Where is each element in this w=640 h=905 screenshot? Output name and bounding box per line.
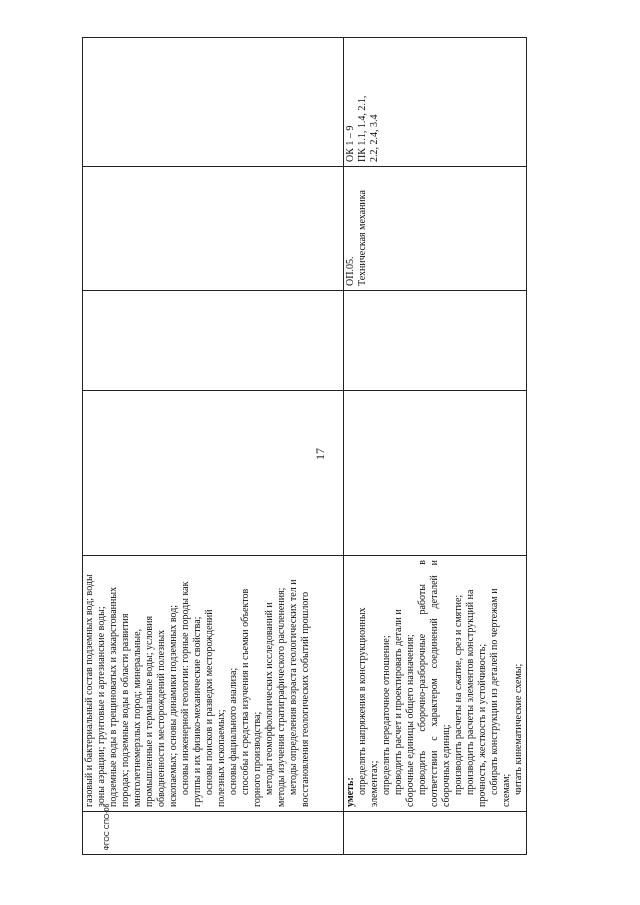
competencies-cell xyxy=(344,38,527,167)
professional-competencies-cont: 2.2, 2.4, 3.4 xyxy=(369,114,380,162)
text-line: основы поисков и разведки месторождений xyxy=(204,609,215,795)
text-line: проводить расчет и проектировать детали и xyxy=(393,609,404,795)
text-line: способы и средства изучения и съемки объектов xyxy=(240,588,251,795)
text-line: соответствии с характером соединений деталей и xyxy=(429,560,440,807)
text-line: промышленные и термальные воды; условия xyxy=(144,615,155,807)
page-number: 17 xyxy=(313,448,327,460)
footer-code: ФГОС СПО-06 xyxy=(104,803,111,851)
index-cell xyxy=(83,812,344,855)
text-line: основы инженерной геологии: горные породы как xyxy=(180,581,191,795)
general-competencies: ОК 1 – 9 xyxy=(345,125,356,162)
text-line: читать кинематические схемы; xyxy=(513,663,524,795)
text-line: многолетнемерзлых пород; минеральные, xyxy=(132,628,143,807)
hours-max-cell xyxy=(83,391,344,556)
discipline-name: Техническая механика xyxy=(357,190,368,286)
text-line: производить расчеты на сжатие, срез и смятие; xyxy=(453,594,464,795)
text-line: прочность, жесткость и устойчивость; xyxy=(477,643,488,807)
knowledge-list xyxy=(84,560,312,807)
skills-list xyxy=(357,560,525,807)
skills-cell xyxy=(344,556,527,812)
text-line: производить расчеты элементов конструкций на xyxy=(465,589,476,795)
hours-max-cell xyxy=(344,391,527,556)
discipline-cell xyxy=(344,167,527,291)
professional-competencies: ПК 1.1, 1.4, 2.1, xyxy=(357,95,368,162)
text-line: собирать конструкции из деталей по чертежам и xyxy=(489,588,500,795)
text-line: сборочные единицы общего назначения; xyxy=(405,634,416,807)
text-line: горного производства; xyxy=(252,711,263,807)
discipline-cell xyxy=(83,167,344,291)
text-line: схемам; xyxy=(501,773,512,807)
text-line: методы определения возраста геологических тел и xyxy=(288,579,299,795)
text-line: газовый и бактериальный состав подземных вод; воды xyxy=(84,574,95,807)
hours-class-cell xyxy=(344,291,527,391)
text-line: элементах; xyxy=(369,760,380,807)
text-line: проводить сборочно-разборочные работы в xyxy=(417,560,428,795)
text-line: группы и их физико-механические свойства; xyxy=(192,616,203,807)
text-line: определять напряжения в конструкционных xyxy=(357,607,368,795)
text-line: методы изучения стратиграфического расчленения; xyxy=(276,587,287,807)
text-line: основы фациального анализа; xyxy=(228,667,239,795)
hours-class-cell xyxy=(83,291,344,391)
text-line: подземные воды в трещиноватых и закарстованных xyxy=(108,586,119,807)
text-line: обводненности месторождений полезных xyxy=(156,629,167,807)
text-line: зоны аэрации; грунтовые и артезианские воды; xyxy=(96,606,107,807)
text-line: определять передаточное отношение; xyxy=(381,635,392,795)
curriculum-table-frame xyxy=(82,38,524,855)
competencies-cell xyxy=(83,38,344,167)
skills-header: уметь: xyxy=(345,777,356,807)
text-line: методы геоморфологических исследований и xyxy=(264,602,275,795)
text-line: полезных ископаемых; xyxy=(216,709,227,807)
text-line: восстановления геологических событий прошлого xyxy=(300,591,311,807)
discipline-code: ОП.05. xyxy=(345,256,356,286)
text-line: ископаемых; основы динамики подземных вод; xyxy=(168,604,179,807)
knowledge-cell xyxy=(83,556,344,812)
index-cell xyxy=(344,812,527,855)
text-line: породах; подземные воды в области развития xyxy=(120,613,131,807)
table-row xyxy=(344,38,527,855)
text-line: сборочных единиц; xyxy=(441,724,452,807)
table-row xyxy=(83,38,344,855)
curriculum-table xyxy=(82,37,527,855)
